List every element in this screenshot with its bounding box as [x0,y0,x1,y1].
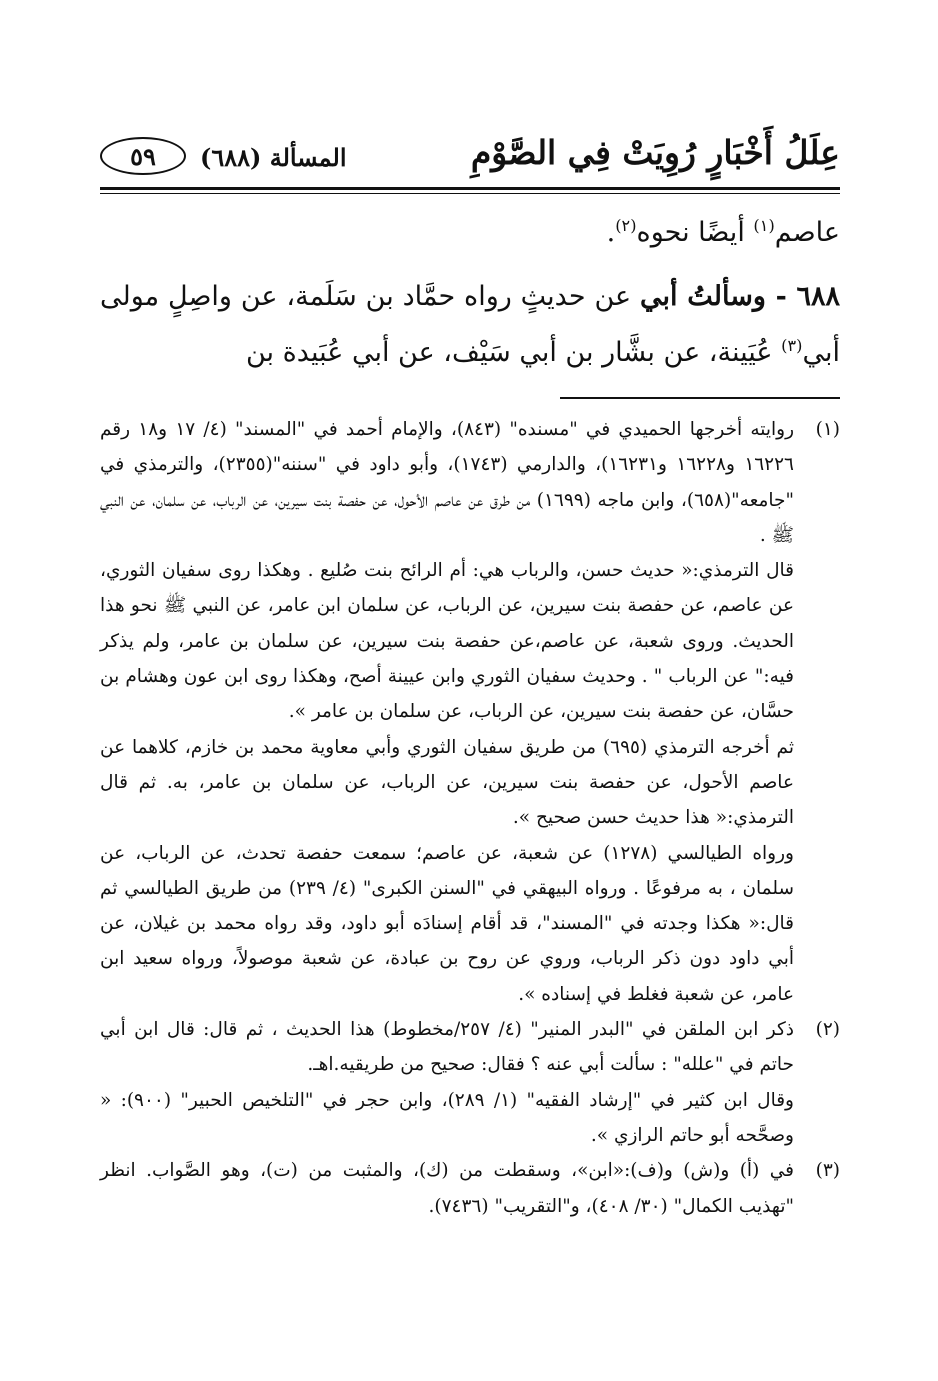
header-rule-thin [100,193,840,194]
main-text [100,205,840,381]
footnote [100,1153,840,1224]
footnote-number: (٢) [815,1019,840,1041]
page-number: ٥٩ [130,141,156,171]
issue-number: المسألة (٦٨٨) [200,143,347,172]
page-number-badge [100,137,186,175]
footnote-paragraph: في (أ) و(ش) و(ف):«ابن»، وسقطت من (ك)، والمثبت من (ت)، وهو الصَّواب. انظر "تهذيب الكمال" (٣٠/ ٤٠٨)، و"التقريب" (٧٤٣٦). [100,1160,794,1217]
question-paragraph: ٦٨٨ - وسألتُ أبي عن حديثٍ رواه حمَّاد بن سَلَمة، عن واصِلٍ مولى أبي$^{(٣)}$ عُيَينة، عن بشَّار بن أبي سَيْف، عن أبي عُبَيدة بن [100,281,840,368]
footnote-paragraph: ذكر ابن الملقن في "البدر المنير" (٤/ ٢٥٧/مخطوط) هذا الحديث ، ثم قال: قال ابن أبي حاتم في "علله" : سألت أبي عنه ؟ فقال: صحيح من طريقيه.اهـ. [100,1019,794,1076]
footnote-paragraph: ورواه الطيالسي (١٢٧٨) عن شعبة، عن عاصم؛ سمعت حفصة تحدث، عن الرباب، عن سلمان ، به مرفوعًا . ورواه البيهقي في "السنن الكبرى" (٤/ ٢٣٩) من طريق الطيالسي ثم قال:« هكذا وجدته في "المسند"، قد أقام إسنادَه أبو داود، وقد رواه محمد بن غيلان، عن أبي داود دون ذكر الرباب، وروي عن روح بن عبادة، عن شعبة موصولاً، ورواه سعيد ابن عامر، عن شعبة فغلط في إسناده ». [100,842,794,1005]
footnote [100,412,840,1012]
footnote-ref-2: (٢) [615,216,637,235]
running-header [100,125,840,185]
footnote-paragraph: وقال ابن كثير في "إرشاد الفقيه" (١/ ٢٨٩)، وابن حجر في "التلخيص الحبير" (٩٠٠): « وصحَّحه أبو حاتم الرازي ». [100,1089,794,1146]
header-rule [100,187,840,190]
footnote-body [100,412,794,1012]
footnote-paragraph: قال الترمذي:« حديث حسن، والرباب هي: أم الرائح بنت صُليع . وهكذا روى سفيان الثوري، عن عاصم، عن حفصة بنت سيرين، عن الرباب، عن سلمان ابن عامر، عن النبي ﷺ نحو هذا الحديث. وروى شعبة، عن عاصم،عن حفصة بنت سيرين، عن سلمان بن عامر، ولم يذكر فيه:" عن الرباب " . وحديث سفيان الثوري وابن عيينة أصح، وهكذا روى ابن عون وهشام بن حسَّان، عن حفصة بنت سيرين، عن الرباب، عن سلمان بن عامر ». [100,560,794,723]
question-lead: ٦٨٨ - وسألتُ أبي [640,281,840,312]
footnote-ref-1: (١) [753,216,775,235]
footnote-body [100,1153,794,1224]
footnotes [100,412,840,1224]
footnote-ref-3: (٣) [781,336,803,355]
footnote-number: (٣) [815,1160,840,1182]
footnote-paragraph: ثم أخرجه الترمذي (٦٩٥) من طريق سفيان الثوري وأبي معاوية محمد بن خازم، كلاهما عن عاصم الأحول، عن حفصة بنت سيرين، عن الرباب، عن سلمان بن عامر، به. ثم قال الترمذي:« هذا حديث حسن صحيح ». [100,736,794,829]
footnote-separator [560,397,840,399]
footnote-number: (١) [815,419,840,440]
main-line-1: عاصم$^{(١)}$ أيضًا نحوه$^{(٢)}$. [606,216,840,248]
footnote-body [100,1012,794,1153]
footnote [100,1012,840,1153]
book-title: عِلَلُ أَخْبَارٍ رُوِيَتْ فِي الصَّوْمِ [470,133,840,172]
footnote-paragraph: روايته أخرجها الحميدي في "مسنده" (٨٤٣)، والإمام أحمد في "المسند" (٤/ ١٧ و١٨ رقم ١٦٢٢٦ و١٦٢٢٨ و١٦٢٣١)، والدارمي (١٧٤٣)، وأبو داود في "سننه"(٢٣٥٥)، والترمذي في "جامعه"(٦٥٨)، وابن ماجه (١٦٩٩) من طرق عن عاصم الأحول، عن حفصة بنت سيرين، عن الرباب، عن سلمان، عن النبي ﷺ . [100,419,794,546]
